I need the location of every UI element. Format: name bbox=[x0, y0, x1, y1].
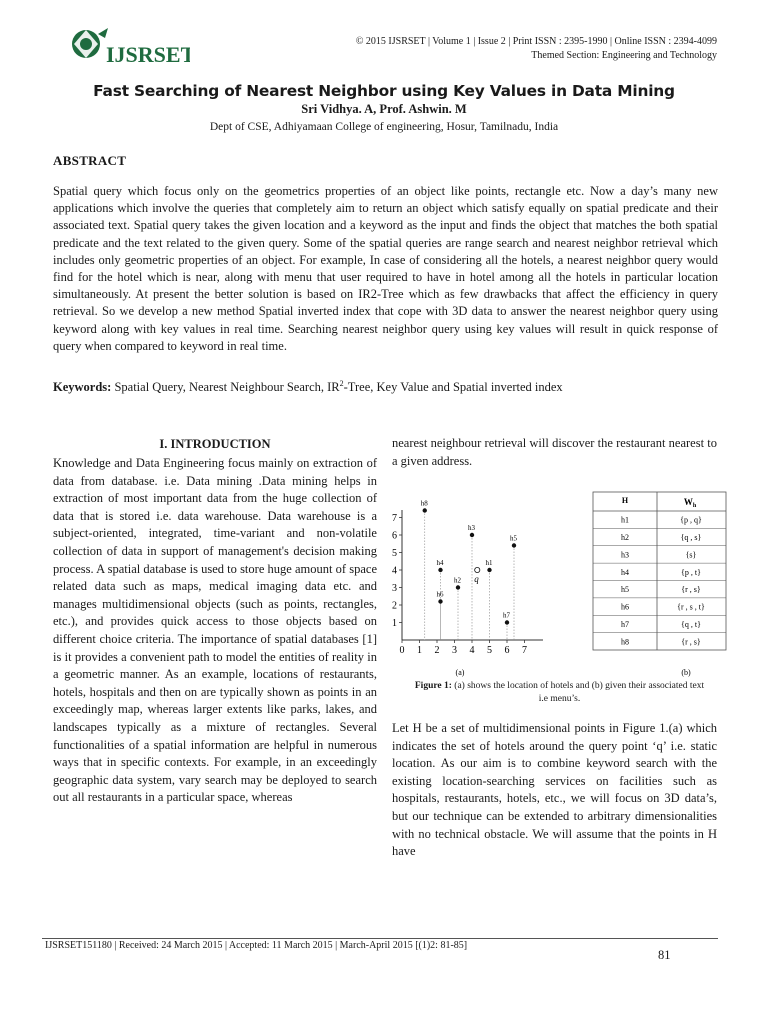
keywords-superscript: 2 bbox=[339, 378, 344, 388]
hotel-point-h3 bbox=[470, 533, 474, 537]
footer-citation: IJSRSET151180 | Received: 24 March 2015 | Accepted: 11 March 2015 | March-April 2015 [(1)2: 81-85] bbox=[45, 940, 468, 951]
table-cell-hotel: h2 bbox=[621, 533, 629, 543]
x-tick-label: 7 bbox=[522, 645, 527, 656]
figure-caption bbox=[392, 680, 727, 706]
y-tick-label: 3 bbox=[392, 583, 397, 594]
page-number: 81 bbox=[658, 948, 671, 962]
table-cell-keywords: {r , s , t} bbox=[677, 602, 705, 612]
figure-caption-line2: i.e menu’s. bbox=[538, 694, 581, 704]
y-tick-label: 2 bbox=[392, 600, 397, 612]
keywords bbox=[53, 379, 718, 396]
paper-authors: Sri Vidhya. A, Prof. Ashwin. M bbox=[301, 102, 467, 116]
hotel-point-label: h5 bbox=[510, 534, 517, 543]
keywords-text-b: -Tree, Key Value and Spatial inverted index bbox=[343, 380, 563, 394]
x-tick-label: 2 bbox=[434, 645, 440, 656]
keywords-text-a: Spatial Query, Nearest Neighbour Search, IR bbox=[111, 380, 340, 394]
paper-title: Fast Searching of Nearest Neighbor using Key Values in Data Mining bbox=[93, 82, 675, 100]
hotel-point-label: h4 bbox=[436, 559, 444, 567]
abstract-text: Spatial query which focus only on the geometrics properties of an object like points, rectangle etc. Now a day’s many new applications which involve the queries that completely aim to return an object which satisfy equally on spatial predicate and their associated text. Spatial query takes the given location and a keyword as the input and finds the object that matches the both spatial predicate and the text related to the given query. Some of the spatial queries are range search and nearest neighbor retrieval which includes only geometric properties of an object. For example, In case of considering all the hotels, a nearest neighbor query would find for the hotel which is near, along with menu that user required to have in hotel among all the hotels in particular location simultaneously. At present the better solution is based on IR2-Tree which as few drawbacks that affect the efficiency in query retrieval. So we develop a new method Spatial inverted index that cope with 3D data to answer the nearest neighbor query using keyword along with key values in real time. Searching nearest neighbor query using key values will result in quick response of query when compared to keyword in real time. bbox=[53, 184, 718, 353]
table-cell-keywords: {r , s} bbox=[681, 585, 701, 595]
hotel-point-label: h8 bbox=[420, 499, 428, 508]
logo-emblem-icon bbox=[72, 28, 108, 58]
table-cell-hotel: h6 bbox=[621, 602, 629, 612]
query-point-label: q bbox=[474, 574, 479, 584]
table-cell-hotel: h8 bbox=[621, 637, 629, 647]
table-cell-keywords: {q , t} bbox=[681, 619, 701, 629]
hotel-point-label: h7 bbox=[503, 611, 510, 620]
table-cell-hotel: h5 bbox=[621, 585, 629, 595]
table-cell-hotel: h3 bbox=[621, 550, 629, 560]
table-cell-keywords: {r , s} bbox=[681, 637, 701, 647]
table-cell-keywords: {p , t} bbox=[681, 567, 701, 577]
table-header-h: H bbox=[621, 496, 629, 505]
y-tick-label: 4 bbox=[392, 565, 397, 577]
x-tick-label: 6 bbox=[504, 645, 510, 656]
x-tick-label: 5 bbox=[487, 645, 492, 656]
subfigure-b-label: (b) bbox=[681, 668, 691, 677]
introduction-heading: I. INTRODUCTION bbox=[159, 437, 271, 451]
logo-text: IJSRSET bbox=[106, 42, 190, 67]
hotel-point-h8 bbox=[423, 508, 427, 512]
y-tick-label: 7 bbox=[392, 513, 397, 524]
hotel-point-label: h3 bbox=[468, 524, 475, 532]
y-tick-label: 6 bbox=[392, 530, 397, 542]
themed-section: Themed Section: Engineering and Technology bbox=[531, 50, 717, 61]
hotel-point-h1 bbox=[487, 568, 491, 572]
y-tick-label: 5 bbox=[392, 548, 397, 559]
x-tick-label: 4 bbox=[469, 645, 475, 656]
query-point bbox=[475, 567, 480, 572]
hotel-table bbox=[593, 492, 726, 650]
hotel-point-h5 bbox=[512, 543, 516, 547]
table-header-w: $W_h$ bbox=[683, 497, 697, 509]
figure-1 bbox=[392, 485, 727, 680]
figure-svg bbox=[392, 485, 727, 680]
hotel-point-h7 bbox=[505, 620, 509, 624]
abstract-heading: ABSTRACT bbox=[53, 153, 127, 168]
table-cell-keywords: {p , q} bbox=[680, 515, 702, 525]
x-tick-label: 0 bbox=[399, 645, 405, 656]
table-cell-hotel: h1 bbox=[621, 515, 629, 525]
figure-caption-label: Figure 1: bbox=[414, 681, 452, 691]
column2-paragraph: Let H be a set of multidimensional points in Figure 1.(a) which indicates the set of hotels around the query point ‘q’ i.e. static location. As our aim is to combine keyword search with the existing location-searching services on facilities such as hospitals, restaurants, hotels, etc., we will focus on 3D data’s, but our technique can be extended to arbitrary dimensionalities with no technical obstacle. We will assume that the points in H have bbox=[392, 721, 717, 859]
x-tick-label: 1 bbox=[417, 645, 422, 656]
y-tick-label: 1 bbox=[392, 618, 397, 629]
table-cell-keywords: {q , s} bbox=[680, 533, 702, 543]
hotel-point-label: h6 bbox=[436, 590, 444, 599]
figure-caption-text: (a) shows the location of hotels and (b) given their associated text bbox=[451, 681, 705, 691]
hotel-point-label: h2 bbox=[454, 576, 461, 585]
hotel-point-label: h1 bbox=[485, 559, 493, 567]
paper-affiliation: Dept of CSE, Adhiyamaan College of engineering, Hosur, Tamilnadu, India bbox=[209, 121, 559, 133]
footer-divider bbox=[42, 938, 718, 939]
column2-paragraph-top: nearest neighbour retrieval will discover the restaurant nearest to a given address. bbox=[392, 436, 717, 468]
x-tick-label: 3 bbox=[452, 645, 457, 656]
hotel-point-h2 bbox=[456, 585, 460, 589]
journal-copyright: © 2015 IJSRSET | Volume 1 | Issue 2 | Print ISSN : 2395-1990 | Online ISSN : 2394-4099 bbox=[355, 36, 717, 47]
introduction-text: Knowledge and Data Engineering focus mainly on extraction of data from database. i.e. Data mining .Data mining helps in extraction of most important data from the huge collection of data that is stored i.e. data warehouse. Data warehouse is a subject-oriented, integrated, time-variant and non-volatile collection of data in support of management's decision making process. A spatial database is used to store huge amount of space related data such as maps, medical imaging data etc. and manages multidimensional objects (such as points, rectangles, etc.), and provides quick access to those objects based on different choice criteria. The importance of spatial databases [1] is it provides a convenient path to model the entities of reality in a geometric manner. As an example, locations of restaurants, hotels, hospitals and then on are typically shown as points in an exceedingly map, whereas larger extents like parks, lakes, and landscapes typically as a mixture of rectangles. Several functionalities of a spatial information are helpful in numerous ways that in specific contexts. For example, in an exceedingly geographic data system, vary search may be deployed to search out all restaurants in a particular space, whereas bbox=[53, 456, 377, 805]
hotel-point-h4 bbox=[438, 568, 442, 572]
table-cell-hotel: h4 bbox=[621, 567, 629, 577]
hotel-point-h6 bbox=[438, 599, 442, 603]
journal-logo bbox=[68, 20, 190, 72]
table-cell-hotel: h7 bbox=[621, 619, 629, 629]
keywords-label: Keywords: bbox=[53, 380, 112, 394]
journal-header bbox=[280, 35, 717, 63]
table-cell-keywords: {s} bbox=[685, 550, 697, 560]
subfigure-a-label: (a) bbox=[455, 668, 465, 677]
